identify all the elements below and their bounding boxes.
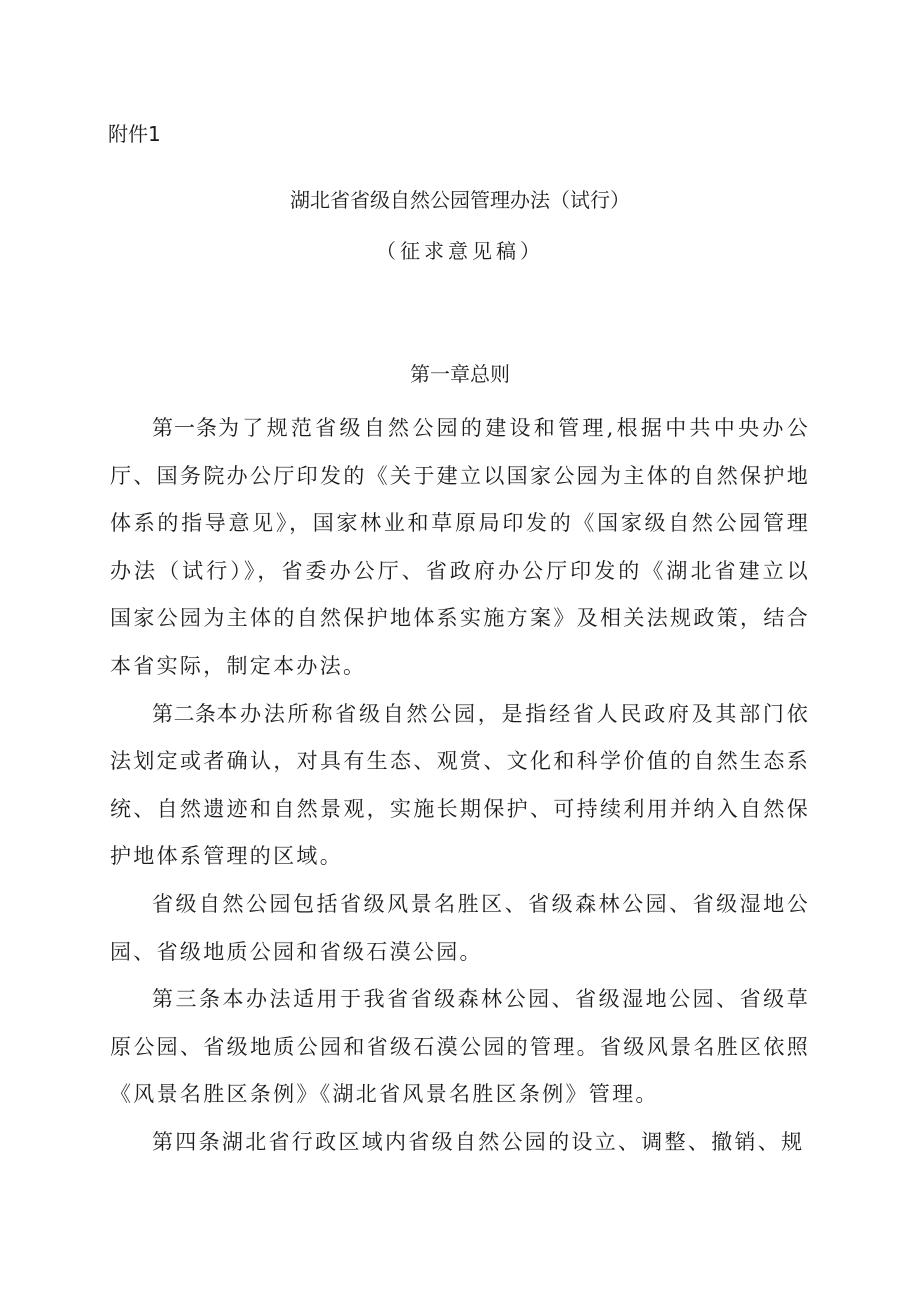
article-3-text: 第三条本办法适用于我省省级森林公园、省级湿地公园、省级草原公园、省级地质公园和省级石漠公园的管理。省级风景名胜区依照《风景名胜区条例》《湖北省风景名胜区条例》管理。 xyxy=(110,987,810,1107)
article-1-text: 为了规范省级自然公园的建设和管理,根据中共中央办公厅、国务院办公厅印发的《关于建立以国家公园为主体的自然保护地体系的指导意见》，国家林业和草原局印发的《国家级自然公园管理办法（试行）》，省委办公厅、省政府办公厅印发的《湖北省建立以国家公园为主体的自然保护地体系实施方案》及相关法规政策，结合本省实际，制定本办法。 xyxy=(110,416,810,678)
article-2-label: 第二条 xyxy=(152,701,217,726)
document-body xyxy=(110,405,810,1167)
article-4-text: 第四条湖北省行政区域内省级自然公园的设立、调整、撤销、规 xyxy=(152,1129,805,1154)
article-3-paragraph xyxy=(110,976,810,1119)
chapter-heading: 第一章总则 xyxy=(410,362,510,386)
article-2-paragraph xyxy=(110,691,810,881)
attachment-label: 附件1 xyxy=(108,122,161,146)
article-4-paragraph xyxy=(110,1119,810,1167)
article-2-text: 本办法所称省级自然公园，是指经省人民政府及其部门依法划定或者确认，对具有生态、观赏、文化和科学价值的自然生态系统、自然遗迹和自然景观，实施长期保护、可持续利用并纳入自然保护地体系管理的区域。 xyxy=(110,701,810,869)
article-1-paragraph xyxy=(110,405,810,691)
document-subtitle: （征求意见稿） xyxy=(376,239,544,263)
article-1-label: 第一条 xyxy=(152,416,218,440)
article-2-continuation-paragraph xyxy=(110,881,810,976)
article-2-continuation-text: 省级自然公园包括省级风景名胜区、省级森林公园、省级湿地公园、省级地质公园和省级石漠公园。 xyxy=(110,891,810,964)
document-title: 湖北省省级自然公园管理办法（试行） xyxy=(290,188,630,212)
